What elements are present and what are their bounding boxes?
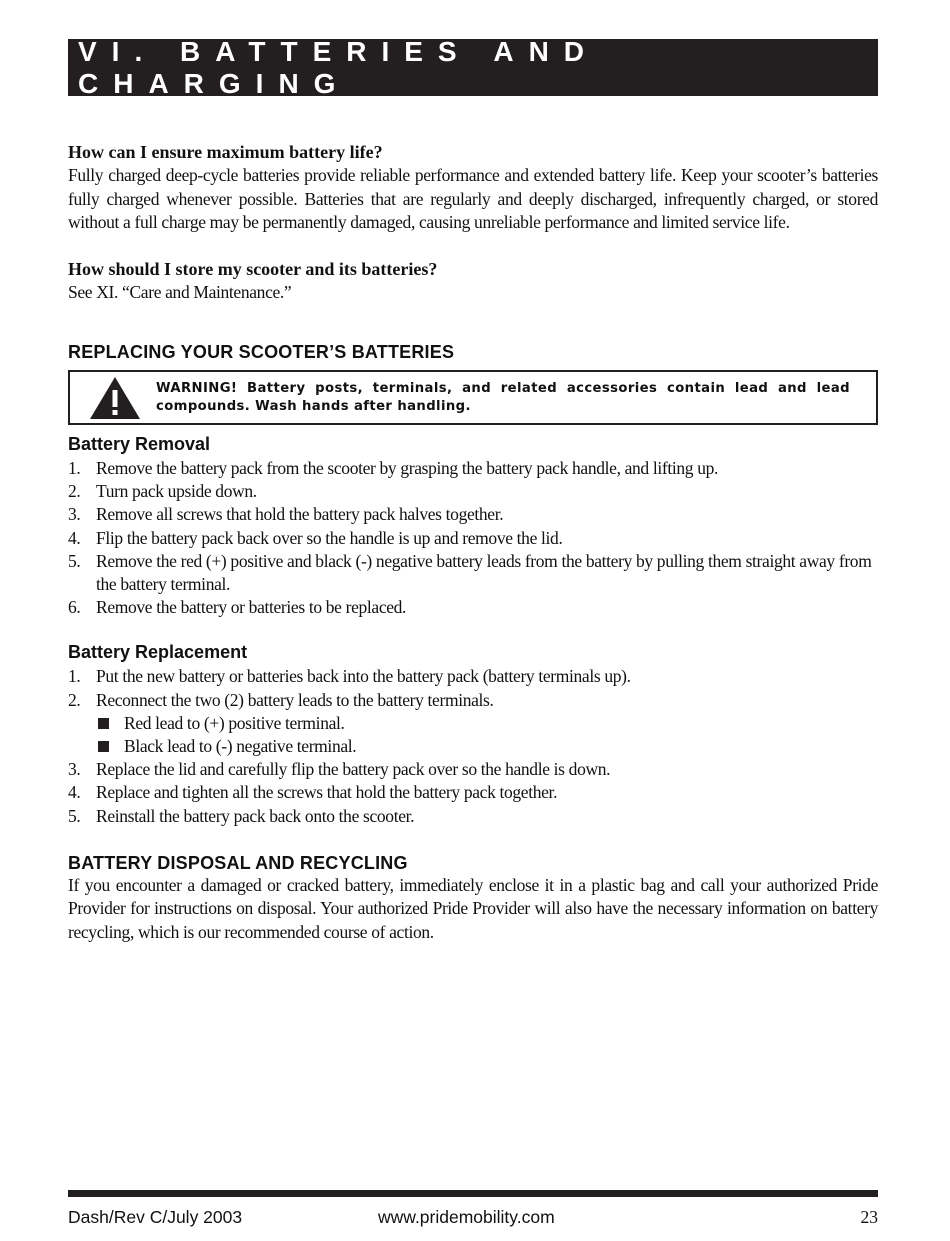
lead-bullets: [96, 712, 878, 758]
replacement-steps: [68, 665, 878, 827]
faq-answer-1: Fully charged deep-cycle batteries provide reliable performance and extended battery life. Keep your scooter’s batteries fully charged whenever possible. Batteries that are regularly and deeply discharged, infrequently charged, or stored without a full charge may be permanently damaged, causing unreliable performance and limited service life.: [68, 165, 878, 232]
replacement-heading: Battery Replacement: [68, 642, 248, 663]
section-title: VI. BATTERIES AND CHARGING: [78, 35, 600, 99]
list-item: 4. Flip the battery pack back over so the handle is up and remove the lid.: [68, 527, 563, 548]
faq-answer-2: See XI. “Care and Maintenance.”: [68, 281, 292, 302]
footer-rule: [68, 1190, 878, 1197]
disposal-text: If you encounter a damaged or cracked battery, immediately enclose it in a plastic bag and call your authorized Pride Provider for instructions on disposal. Your authorized Pride Provider will also have the necessary information on battery recycling, which is our recommended course of action.: [68, 874, 878, 942]
bullet-item: Black lead to (-) negative terminal.: [96, 735, 878, 758]
square-bullet-icon: [98, 741, 109, 752]
list-item: 5. Remove the red (+) positive and black (-) negative battery leads from the battery by pulling them straight away from the battery terminal.: [68, 550, 872, 595]
page-number: 23: [860, 1207, 878, 1227]
list-item: 2. Turn pack upside down.: [68, 481, 257, 502]
warning-box: [68, 370, 878, 425]
list-item: 3. Remove all screws that hold the battery pack halves together.: [68, 504, 504, 525]
removal-steps: [68, 457, 878, 619]
list-item: 4. Replace and tighten all the screws that hold the battery pack together.: [68, 782, 558, 803]
list-item: 3. Replace the lid and carefully flip the battery pack over so the handle is down.: [68, 759, 611, 780]
bullet-item: Red lead to (+) positive terminal.: [96, 712, 878, 735]
list-item: 1. Remove the battery pack from the scooter by grasping the battery pack handle, and lifting up.: [68, 458, 719, 478]
website-link[interactable]: www.pridemobility.com: [378, 1207, 555, 1227]
list-item: 5. Reinstall the battery pack back onto the scooter.: [68, 805, 415, 826]
square-bullet-icon: [98, 718, 109, 729]
warning-triangle-icon: [88, 375, 142, 421]
replacing-heading: REPLACING YOUR SCOOTER’S BATTERIES: [68, 342, 455, 362]
warning-text: WARNING! Battery posts, terminals, and related accessories contain lead and lead compounds. Wash hands after handling.: [156, 380, 850, 414]
faq-question-1: How can I ensure maximum battery life?: [68, 142, 383, 162]
page-content: [68, 140, 878, 944]
doc-revision: Dash/Rev C/July 2003: [68, 1207, 243, 1227]
list-item: 6. Remove the battery or batteries to be replaced.: [68, 597, 407, 618]
list-item: 2. Reconnect the two (2) battery leads to the battery terminals. Red lead to (+) positive terminal. Black lead to (-) negative terminal.: [68, 689, 878, 759]
removal-heading: Battery Removal: [68, 434, 211, 454]
list-item: 1. Put the new battery or batteries back into the battery pack (battery terminals up).: [68, 666, 631, 687]
disposal-heading: BATTERY DISPOSAL AND RECYCLING: [68, 852, 408, 873]
faq-question-2: How should I store my scooter and its batteries?: [68, 258, 438, 279]
section-title-banner: [68, 35, 878, 99]
